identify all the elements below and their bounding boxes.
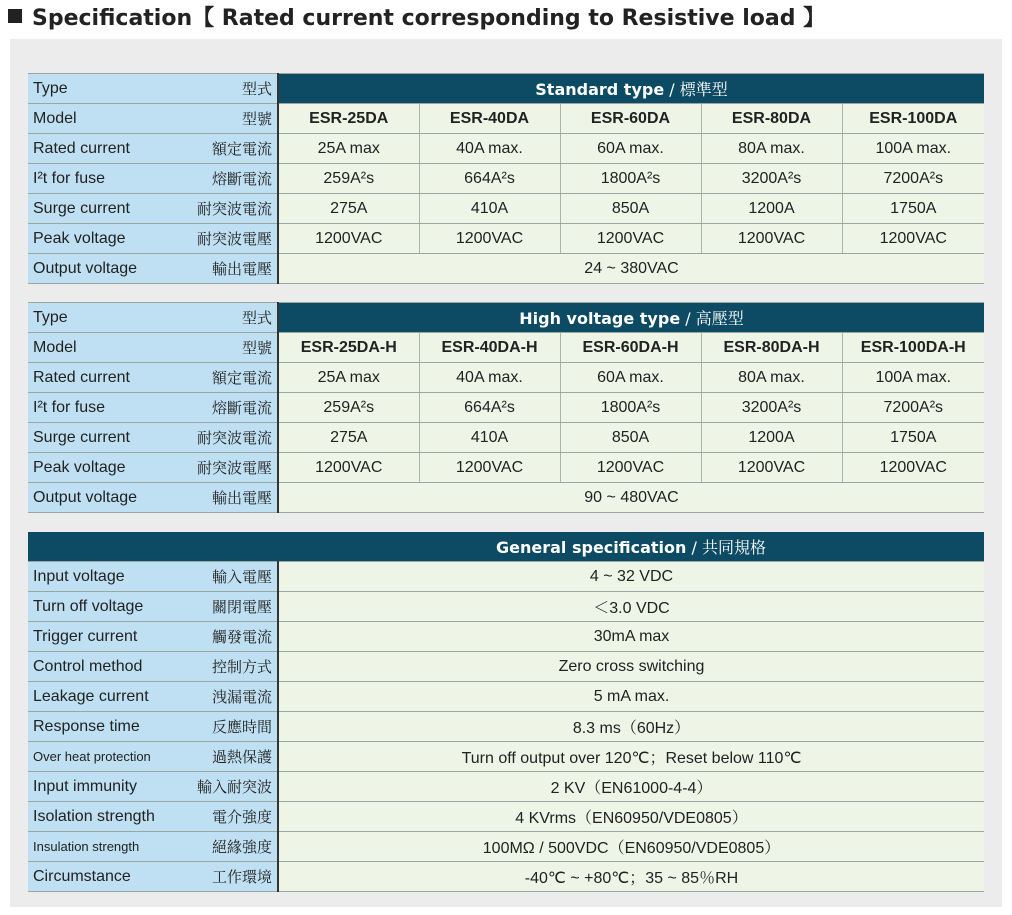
spec-value: ＜3.0 VDC — [278, 592, 984, 622]
table-row — [28, 104, 984, 134]
value-cell: 1750A — [842, 194, 984, 224]
label-zh: 額定電流 — [211, 140, 272, 158]
table-row — [28, 224, 984, 254]
label-en: Turn off voltage — [33, 597, 144, 615]
label-zh: 輸出電壓 — [211, 260, 272, 278]
spec-value: Zero cross switching — [278, 652, 984, 682]
value-cell: 1200VAC — [278, 224, 419, 254]
label-en: Peak voltage — [33, 229, 126, 247]
value-cell: 259A²s — [278, 393, 419, 423]
label-zh: 型式 — [241, 309, 272, 327]
header-en: Standard type — [535, 80, 665, 99]
value-cell: 40A max. — [419, 363, 560, 393]
label-en: Type — [33, 308, 68, 326]
label-zh: 耐突波電壓 — [196, 459, 272, 477]
row-label — [28, 772, 278, 802]
row-label — [28, 164, 278, 194]
header-en: High voltage type — [519, 309, 681, 328]
table-row — [28, 682, 984, 712]
header-zh: 標準型 — [679, 80, 728, 99]
label-en: I²t for fuse — [33, 169, 106, 187]
table-row — [28, 483, 984, 513]
high-voltage-type-table — [28, 302, 984, 513]
row-label — [28, 74, 278, 104]
value-cell: 80A max. — [701, 134, 842, 164]
table-row — [28, 333, 984, 363]
standard-type-body — [28, 74, 984, 284]
row-label — [28, 453, 278, 483]
label-zh: 控制方式 — [211, 658, 272, 676]
label-zh: 觸發電流 — [211, 628, 272, 646]
spec-value: 5 mA max. — [278, 682, 984, 712]
label-en: Output voltage — [33, 259, 138, 277]
model-cell: ESR-100DA — [842, 104, 984, 134]
value-cell: 275A — [278, 423, 419, 453]
model-cell: ESR-25DA — [278, 104, 419, 134]
general-specification-table — [28, 532, 984, 892]
label-en: Insulation strength — [33, 839, 140, 854]
model-cell: ESR-60DA-H — [560, 333, 701, 363]
header-blank — [28, 532, 278, 562]
row-label — [28, 423, 278, 453]
label-zh: 電介強度 — [211, 808, 272, 826]
label-zh: 輸出電壓 — [211, 489, 272, 507]
table-row — [28, 194, 984, 224]
label-zh: 型式 — [241, 80, 272, 98]
value-cell: 1200VAC — [842, 224, 984, 254]
output-voltage-value: 24 ~ 380VAC — [278, 254, 984, 284]
row-label — [28, 194, 278, 224]
label-zh: 額定電流 — [211, 369, 272, 387]
table-row — [28, 802, 984, 832]
table-row — [28, 862, 984, 892]
header-en: General specification — [496, 538, 687, 557]
label-en: Isolation strength — [33, 807, 155, 825]
model-cell: ESR-25DA-H — [278, 333, 419, 363]
row-label — [28, 682, 278, 712]
table-row — [28, 742, 984, 772]
row-label — [28, 483, 278, 513]
label-zh: 工作環境 — [211, 868, 272, 886]
value-cell: 850A — [560, 423, 701, 453]
value-cell: 664A²s — [419, 393, 560, 423]
value-cell: 7200A²s — [842, 164, 984, 194]
value-cell: 3200A²s — [701, 164, 842, 194]
label-en: Output voltage — [33, 488, 138, 506]
model-cell: ESR-60DA — [560, 104, 701, 134]
value-cell: 80A max. — [701, 363, 842, 393]
label-en: Input immunity — [33, 777, 138, 795]
label-en: Peak voltage — [33, 458, 126, 476]
table-row — [28, 592, 984, 622]
label-zh: 型號 — [241, 339, 272, 357]
table-row — [28, 453, 984, 483]
label-zh: 洩漏電流 — [211, 688, 272, 706]
label-en: Surge current — [33, 428, 130, 446]
spec-value: 4 KVrms（EN60950/VDE0805） — [278, 802, 984, 832]
value-cell: 3200A²s — [701, 393, 842, 423]
row-label — [28, 562, 278, 592]
value-cell: 410A — [419, 194, 560, 224]
page-heading — [8, 0, 825, 32]
row-label — [28, 712, 278, 742]
table-row — [28, 832, 984, 862]
spec-value: 8.3 ms（60Hz） — [278, 712, 984, 742]
value-cell: 1200VAC — [419, 453, 560, 483]
spec-value: 30mA max — [278, 622, 984, 652]
label-en: Input voltage — [33, 567, 125, 585]
value-cell: 1800A²s — [560, 164, 701, 194]
row-label — [28, 592, 278, 622]
label-en: Type — [33, 79, 68, 97]
value-cell: 7200A²s — [842, 393, 984, 423]
label-zh: 輸入電壓 — [211, 568, 272, 586]
general-specification-body — [28, 532, 984, 892]
label-en: I²t for fuse — [33, 398, 106, 416]
standard-type-table — [28, 73, 984, 284]
label-en: Rated current — [33, 368, 130, 386]
value-cell: 1200A — [701, 423, 842, 453]
table-row — [28, 532, 984, 562]
row-label — [28, 832, 278, 862]
row-label — [28, 303, 278, 333]
table-row — [28, 303, 984, 333]
value-cell: 1200VAC — [419, 224, 560, 254]
value-cell: 410A — [419, 423, 560, 453]
value-cell: 60A max. — [560, 134, 701, 164]
table-header — [278, 74, 984, 104]
label-en: Circumstance — [33, 867, 131, 885]
label-en: Leakage current — [33, 687, 149, 705]
table-row — [28, 652, 984, 682]
table-row — [28, 393, 984, 423]
label-en: Control method — [33, 657, 143, 675]
row-label — [28, 254, 278, 284]
table-header — [278, 532, 984, 562]
row-label — [28, 134, 278, 164]
table-row — [28, 772, 984, 802]
value-cell: 25A max — [278, 134, 419, 164]
model-cell: ESR-40DA — [419, 104, 560, 134]
spec-value: 4 ~ 32 VDC — [278, 562, 984, 592]
label-en: Response time — [33, 717, 140, 735]
value-cell: 100A max. — [842, 363, 984, 393]
table-row — [28, 423, 984, 453]
square-bullet-icon — [8, 9, 22, 23]
label-zh: 關閉電壓 — [211, 598, 272, 616]
header-separator: / — [680, 309, 696, 328]
row-label — [28, 652, 278, 682]
table-row — [28, 254, 984, 284]
model-cell: ESR-100DA-H — [842, 333, 984, 363]
label-zh: 熔斷電流 — [211, 170, 272, 188]
page-title: Specification【 Rated current corresponding to Resistive load 】 — [32, 5, 826, 31]
table-row — [28, 622, 984, 652]
row-label — [28, 224, 278, 254]
table-row — [28, 74, 984, 104]
label-zh: 過熱保護 — [211, 748, 272, 766]
label-en: Surge current — [33, 199, 130, 217]
row-label — [28, 802, 278, 832]
label-en: Model — [33, 338, 77, 356]
model-cell: ESR-80DA-H — [701, 333, 842, 363]
value-cell: 1200VAC — [560, 224, 701, 254]
header-separator: / — [664, 80, 680, 99]
header-zh: 共同規格 — [701, 538, 766, 557]
value-cell: 664A²s — [419, 164, 560, 194]
value-cell: 60A max. — [560, 363, 701, 393]
label-zh: 耐突波電流 — [196, 200, 272, 218]
value-cell: 1200VAC — [278, 453, 419, 483]
row-label — [28, 622, 278, 652]
output-voltage-value: 90 ~ 480VAC — [278, 483, 984, 513]
header-separator: / — [686, 538, 702, 557]
value-cell: 1200VAC — [560, 453, 701, 483]
spec-value: 100MΩ / 500VDC（EN60950/VDE0805） — [278, 832, 984, 862]
label-en: Model — [33, 109, 77, 127]
label-en: Trigger current — [33, 627, 138, 645]
header-zh: 高壓型 — [695, 309, 744, 328]
value-cell: 850A — [560, 194, 701, 224]
value-cell: 40A max. — [419, 134, 560, 164]
table-row — [28, 134, 984, 164]
value-cell: 25A max — [278, 363, 419, 393]
row-label — [28, 333, 278, 363]
label-zh: 輸入耐突波 — [196, 778, 272, 796]
row-label — [28, 104, 278, 134]
high-voltage-type-body — [28, 303, 984, 513]
value-cell: 1200VAC — [842, 453, 984, 483]
table-row — [28, 164, 984, 194]
row-label — [28, 363, 278, 393]
table-header — [278, 303, 984, 333]
label-zh: 型號 — [241, 110, 272, 128]
label-zh: 反應時間 — [211, 718, 272, 736]
spec-value: Turn off output over 120℃；Reset below 110℃ — [278, 742, 984, 772]
value-cell: 275A — [278, 194, 419, 224]
label-zh: 耐突波電壓 — [196, 230, 272, 248]
value-cell: 100A max. — [842, 134, 984, 164]
model-cell: ESR-40DA-H — [419, 333, 560, 363]
spec-value: 2 KV（EN61000-4-4） — [278, 772, 984, 802]
value-cell: 1750A — [842, 423, 984, 453]
label-en: Rated current — [33, 139, 130, 157]
table-row — [28, 712, 984, 742]
value-cell: 1200A — [701, 194, 842, 224]
value-cell: 1200VAC — [701, 453, 842, 483]
model-cell: ESR-80DA — [701, 104, 842, 134]
label-en: Over heat protection — [33, 749, 151, 764]
row-label — [28, 393, 278, 423]
value-cell: 259A²s — [278, 164, 419, 194]
row-label — [28, 862, 278, 892]
value-cell: 1200VAC — [701, 224, 842, 254]
table-row — [28, 363, 984, 393]
table-row — [28, 562, 984, 592]
label-zh: 絕緣強度 — [211, 838, 272, 856]
spec-value: -40℃ ~ +80℃；35 ~ 85％RH — [278, 862, 984, 892]
label-zh: 耐突波電流 — [196, 429, 272, 447]
row-label — [28, 742, 278, 772]
label-zh: 熔斷電流 — [211, 399, 272, 417]
value-cell: 1800A²s — [560, 393, 701, 423]
